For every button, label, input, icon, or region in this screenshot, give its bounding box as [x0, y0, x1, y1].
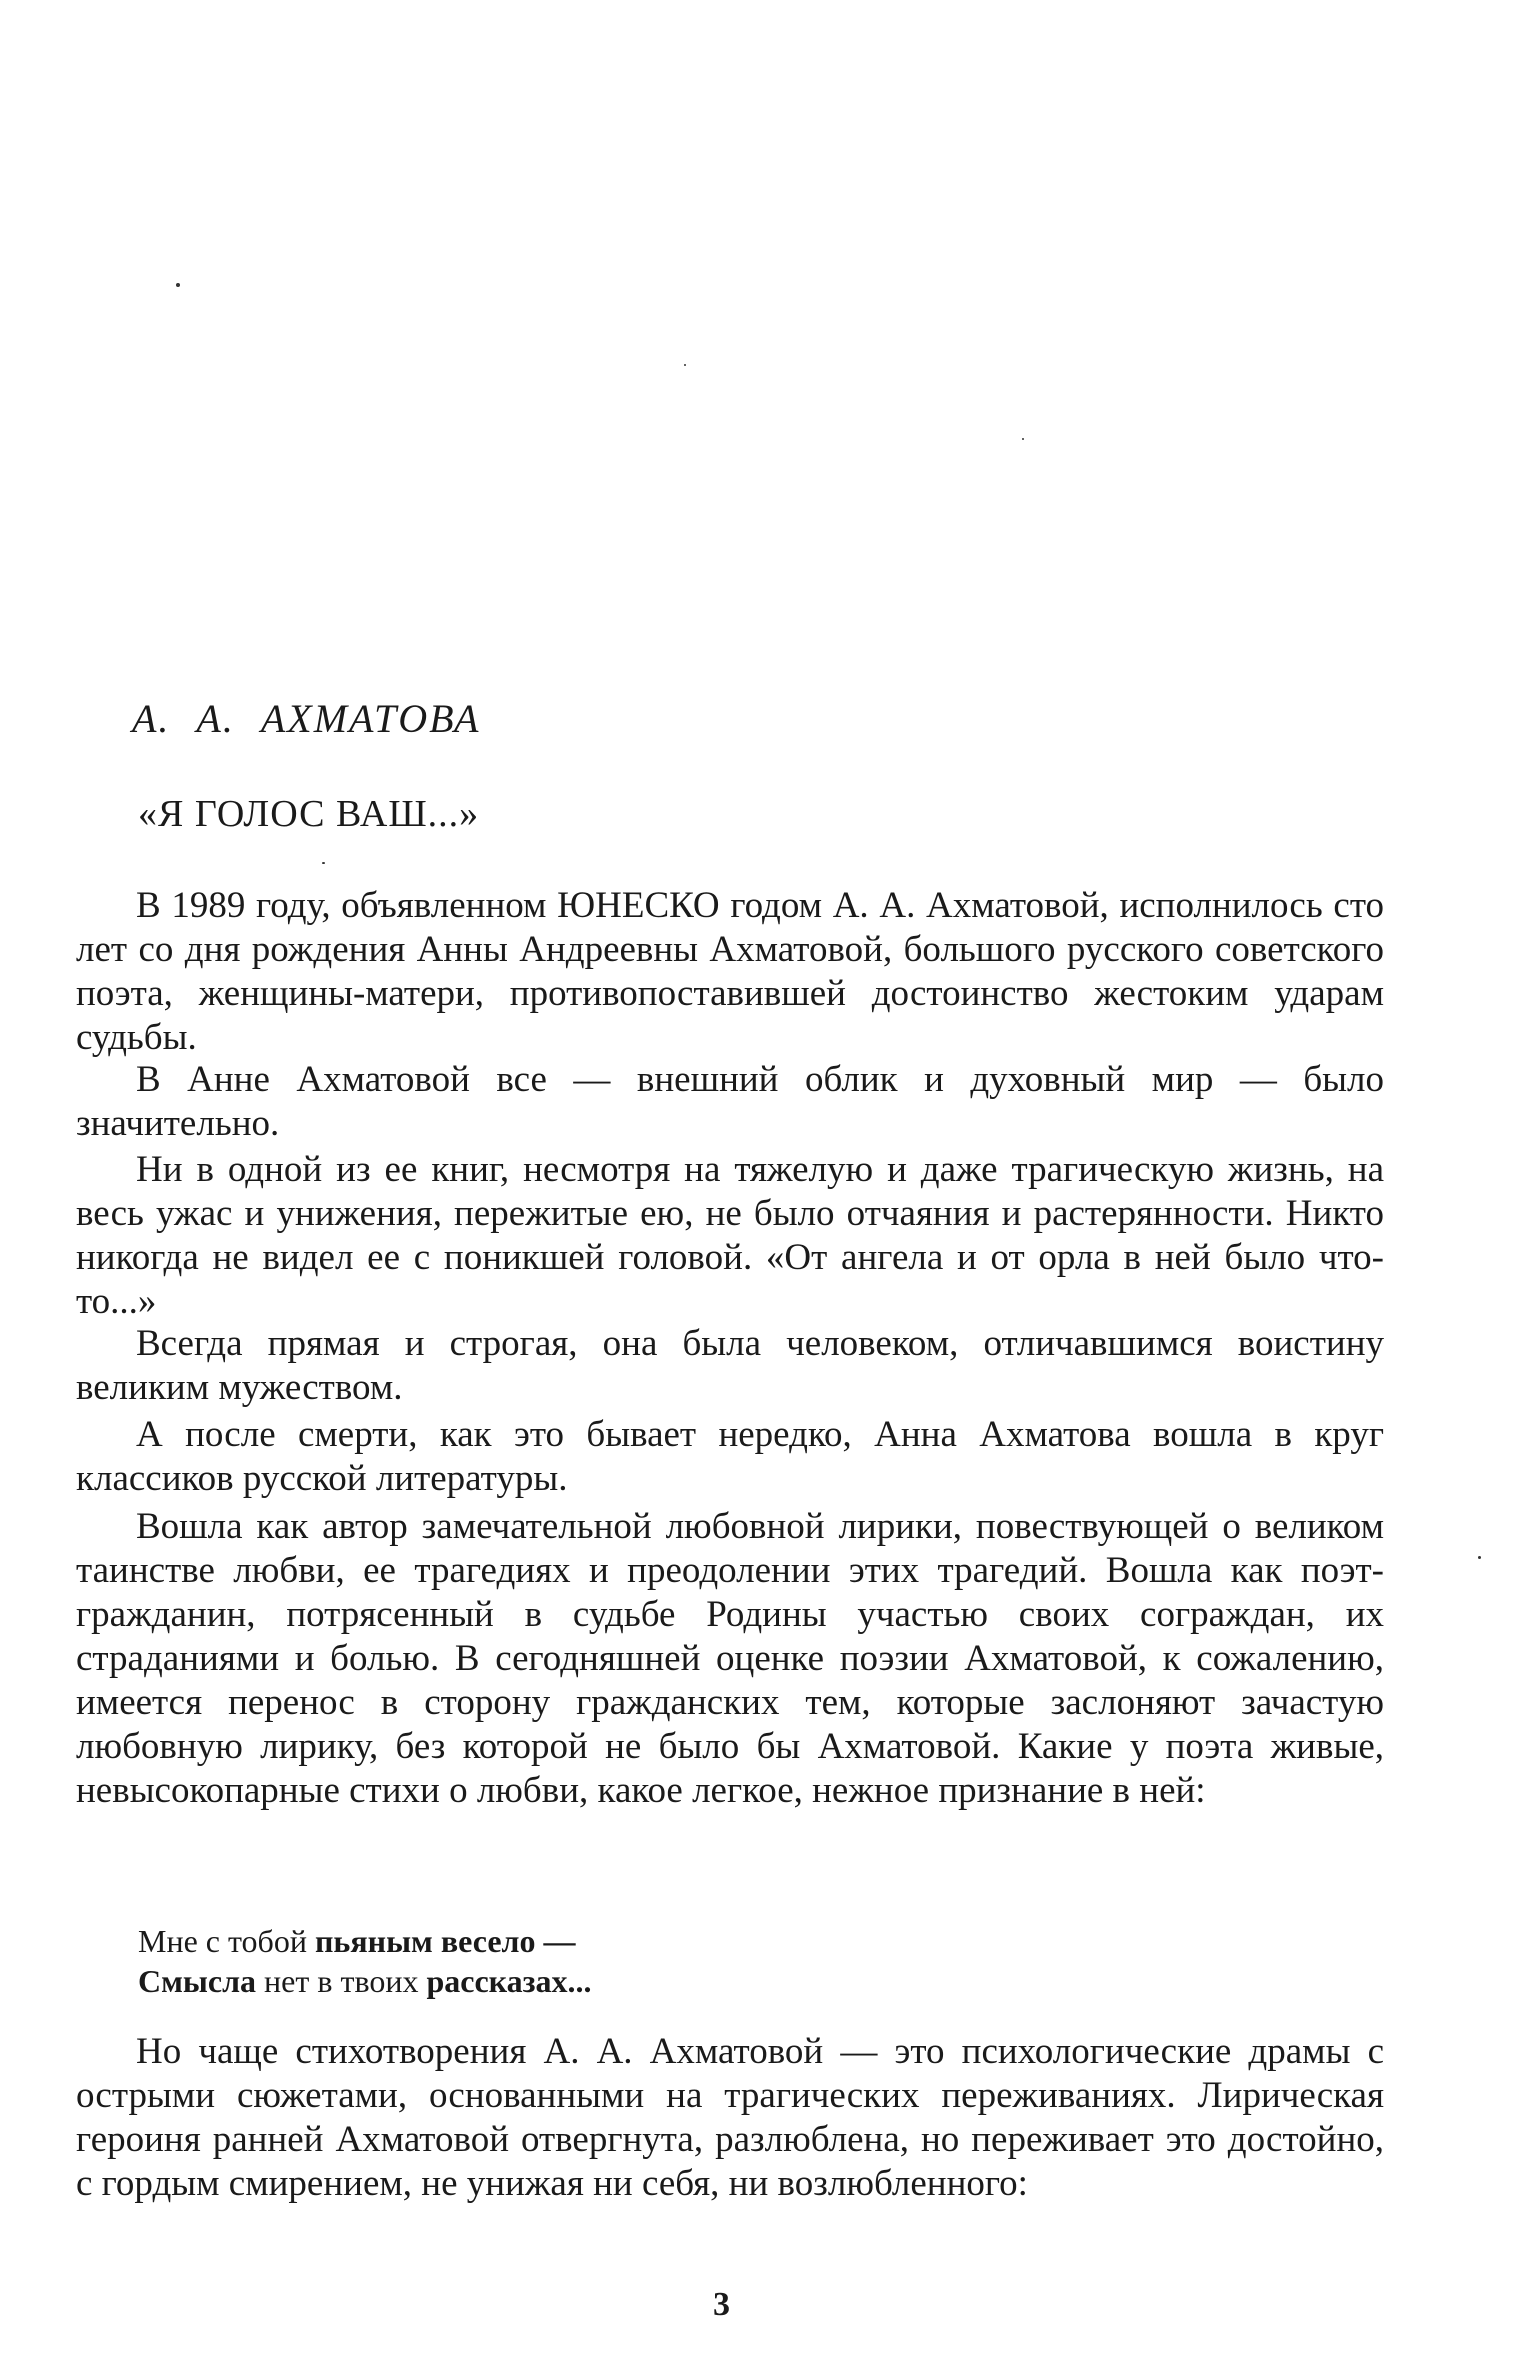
verse-text: Мне с тобой — [138, 1923, 315, 1959]
verse-text-bold: рассказах... — [426, 1963, 592, 1999]
paragraph: Всегда прямая и строгая, она была человеком, отличавшимся воистину великим мужеством. — [76, 1323, 1384, 1408]
verse-quote — [138, 1921, 591, 2001]
paragraph: В 1989 году, объявленном ЮНЕСКО годом А. А. Ахматовой, исполнилось сто лет со дня рождения Анны Андреевны Ахматовой, большого русского советского поэта, женщины-матери, противопоставившей достоинство жестоким ударам судьбы. — [76, 885, 1384, 1058]
paragraph: Вошла как автор замечательной любовной лирики, повествующей о великом таинстве любви, ее трагедиях и преодолении этих трагедий. Вошла как поэт-гражданин, потрясенный в судьбе Родины участью своих сограждан, их страданиями и болью. В сегодняшней оценке поэзии Ахматовой, к сожалению, имеется перенос в сторону гражданских тем, которые заслоняют зачастую любовную лирику, без которой не было бы Ахматовой. Какие у поэта живые, невысокопарные стихи о любви, какое легкое, нежное признание в ней: — [76, 1506, 1384, 1811]
author-heading: А. А. АХМАТОВА — [132, 696, 481, 741]
ink-speck — [322, 862, 325, 864]
article-title: «Я ГОЛОС ВАШ...» — [138, 793, 480, 835]
paragraph: А после смерти, как это бывает нередко, Анна Ахматова вошла в круг классиков русской литературы. — [76, 1414, 1384, 1499]
ink-speck — [1478, 1556, 1481, 1559]
ink-speck — [684, 364, 686, 366]
verse-text: нет в твоих — [256, 1963, 427, 1999]
verse-text-bold: пьяным весело — — [314, 1923, 576, 1959]
verse-line — [138, 1921, 591, 1961]
verse-text-bold: Смысла — [138, 1963, 257, 1999]
verse-line — [138, 1961, 591, 2001]
ink-speck — [1022, 438, 1024, 440]
page-number: 3 — [713, 2286, 730, 2323]
paragraph: Ни в одной из ее книг, несмотря на тяжелую и даже трагическую жизнь, на весь ужас и унижения, пережитые ею, не было отчаяния и растерянности. Никто никогда не видел ее с поникшей головой. «От ангела и от орла в ней было что-то...» — [76, 1149, 1384, 1322]
paragraph: В Анне Ахматовой все — внешний облик и духовный мир — было значительно. — [76, 1059, 1384, 1144]
paragraph: Но чаще стихотворения А. А. Ахматовой — это психологические драмы с острыми сюжетами, основанными на трагических переживаниях. Лирическая героиня ранней Ахматовой отвергнута, разлюблена, но переживает это достойно, с гордым смирением, не унижая ни себя, ни возлюбленного: — [76, 2031, 1384, 2204]
ink-speck — [176, 283, 180, 287]
